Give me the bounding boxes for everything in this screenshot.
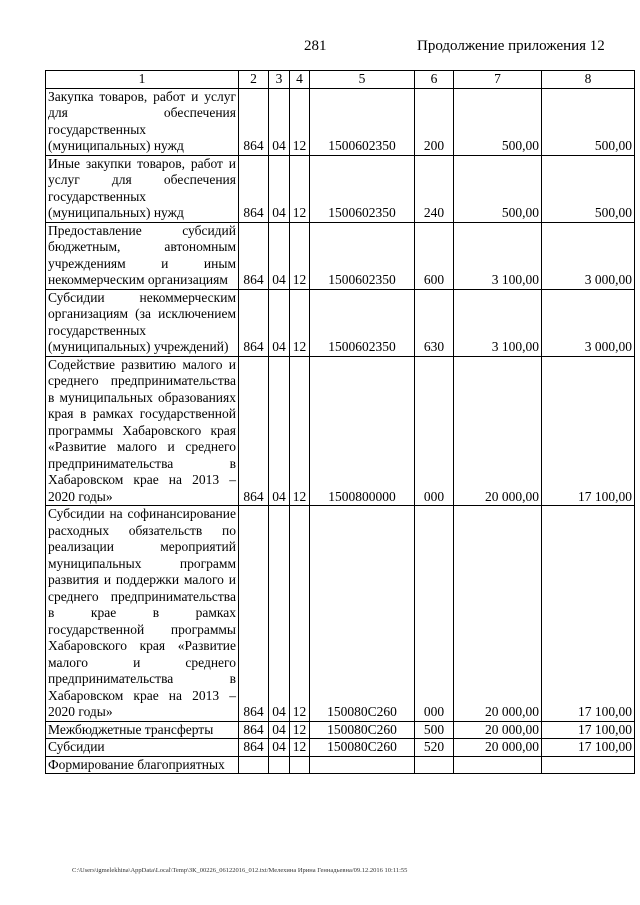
section-cell: 04 (269, 356, 290, 506)
subsection-cell: 12 (290, 356, 310, 506)
table-row (46, 739, 635, 757)
admin-code-cell: 864 (239, 356, 269, 506)
table-row (46, 155, 635, 222)
expense-type-cell: 240 (415, 155, 454, 222)
plan-amount-cell: 20 000,00 (454, 739, 542, 757)
subsection-cell: 12 (290, 155, 310, 222)
admin-code-cell: 864 (239, 222, 269, 289)
subsection-cell: 12 (290, 506, 310, 722)
section-cell: 04 (269, 506, 290, 722)
item-name-cell: Субсидии (46, 739, 239, 757)
target-article-cell: 1500602350 (310, 155, 415, 222)
target-article-cell: 1500602350 (310, 88, 415, 155)
column-header: 3 (269, 71, 290, 89)
appendix-continuation: Продолжение приложения 12 (417, 38, 605, 54)
item-name-cell: Предоставление субсидий бюджетным, автономным учреждениям и иным некоммерческим организациям (46, 222, 239, 289)
table-header-row (46, 71, 635, 89)
actual-amount-cell: 500,00 (542, 88, 635, 155)
actual-amount-cell: 500,00 (542, 155, 635, 222)
target-article-cell: 1500800000 (310, 356, 415, 506)
plan-amount-cell: 3 100,00 (454, 222, 542, 289)
plan-amount-cell: 500,00 (454, 88, 542, 155)
subsection-cell: 12 (290, 289, 310, 356)
item-name-cell: Субсидии на софинансирование расходных обязательств по реализации мероприятий муниципальных программ развития и поддержки малого и среднего предпринимательства в крае в рамках государственной программы Хабаровского края «Развитие малого и среднего предпринимательства в Хабаровском крае на 2013 – 2020 годы» (46, 506, 239, 722)
section-cell: 04 (269, 88, 290, 155)
expense-type-cell: 630 (415, 289, 454, 356)
plan-amount-cell: 3 100,00 (454, 289, 542, 356)
column-header: 2 (239, 71, 269, 89)
expense-type-cell: 000 (415, 356, 454, 506)
admin-code-cell: 864 (239, 721, 269, 739)
admin-code-cell: 864 (239, 506, 269, 722)
admin-code-cell: 864 (239, 289, 269, 356)
table-row (46, 289, 635, 356)
expense-type-cell: 000 (415, 506, 454, 722)
column-header: 1 (46, 71, 239, 89)
item-name-cell: Субсидии некоммерческим организациям (за исключением государственных (муниципальных) учреждений) (46, 289, 239, 356)
table-row (46, 88, 635, 155)
target-article-cell: 150080С260 (310, 739, 415, 757)
plan-amount-cell: 20 000,00 (454, 721, 542, 739)
expense-type-cell: 600 (415, 222, 454, 289)
target-article-cell (310, 756, 415, 774)
expense-type-cell: 500 (415, 721, 454, 739)
item-name-cell: Содействие развитию малого и среднего предпринимательства в муниципальных образованиях края в рамках государственной программы Хабаровского края «Развитие малого и среднего предпринимательства в Хабаровском крае на 2013 – 2020 годы» (46, 356, 239, 506)
target-article-cell: 150080С260 (310, 721, 415, 739)
column-header: 4 (290, 71, 310, 89)
column-header: 7 (454, 71, 542, 89)
plan-amount-cell: 20 000,00 (454, 506, 542, 722)
table-row (46, 222, 635, 289)
target-article-cell: 150080С260 (310, 506, 415, 722)
admin-code-cell: 864 (239, 739, 269, 757)
admin-code-cell: 864 (239, 88, 269, 155)
actual-amount-cell: 3 000,00 (542, 222, 635, 289)
actual-amount-cell: 17 100,00 (542, 506, 635, 722)
plan-amount-cell (454, 756, 542, 774)
subsection-cell (290, 756, 310, 774)
item-name-cell: Иные закупки товаров, работ и услуг для обеспечения государственных (муниципальных) нужд (46, 155, 239, 222)
table-row (46, 721, 635, 739)
admin-code-cell: 864 (239, 155, 269, 222)
subsection-cell: 12 (290, 88, 310, 155)
item-name-cell: Закупка товаров, работ и услуг для обеспечения государственных (муниципальных) нужд (46, 88, 239, 155)
table-row (46, 756, 635, 774)
item-name-cell: Межбюджетные трансферты (46, 721, 239, 739)
table-row (46, 356, 635, 506)
section-cell (269, 756, 290, 774)
expense-type-cell: 200 (415, 88, 454, 155)
section-cell: 04 (269, 289, 290, 356)
plan-amount-cell: 500,00 (454, 155, 542, 222)
admin-code-cell (239, 756, 269, 774)
actual-amount-cell: 3 000,00 (542, 289, 635, 356)
expense-type-cell: 520 (415, 739, 454, 757)
item-name-cell: Формирование благоприятных (46, 756, 239, 774)
column-header: 8 (542, 71, 635, 89)
plan-amount-cell: 20 000,00 (454, 356, 542, 506)
budget-table (45, 70, 635, 774)
section-cell: 04 (269, 739, 290, 757)
table-row (46, 506, 635, 722)
page-number: 281 (304, 38, 327, 54)
actual-amount-cell: 17 100,00 (542, 356, 635, 506)
section-cell: 04 (269, 222, 290, 289)
section-cell: 04 (269, 721, 290, 739)
actual-amount-cell (542, 756, 635, 774)
subsection-cell: 12 (290, 721, 310, 739)
column-header: 5 (310, 71, 415, 89)
target-article-cell: 1500602350 (310, 289, 415, 356)
actual-amount-cell: 17 100,00 (542, 721, 635, 739)
file-path-footer: C:\Users\igmelekhina\AppData\Local\Temp\ЗК_00226_06122016_012.txt/Мелехина Ирина Геннадьевна/09.12.2016 10:11:55 (72, 867, 408, 874)
actual-amount-cell: 17 100,00 (542, 739, 635, 757)
target-article-cell: 1500602350 (310, 222, 415, 289)
section-cell: 04 (269, 155, 290, 222)
expense-type-cell (415, 756, 454, 774)
subsection-cell: 12 (290, 739, 310, 757)
subsection-cell: 12 (290, 222, 310, 289)
column-header: 6 (415, 71, 454, 89)
